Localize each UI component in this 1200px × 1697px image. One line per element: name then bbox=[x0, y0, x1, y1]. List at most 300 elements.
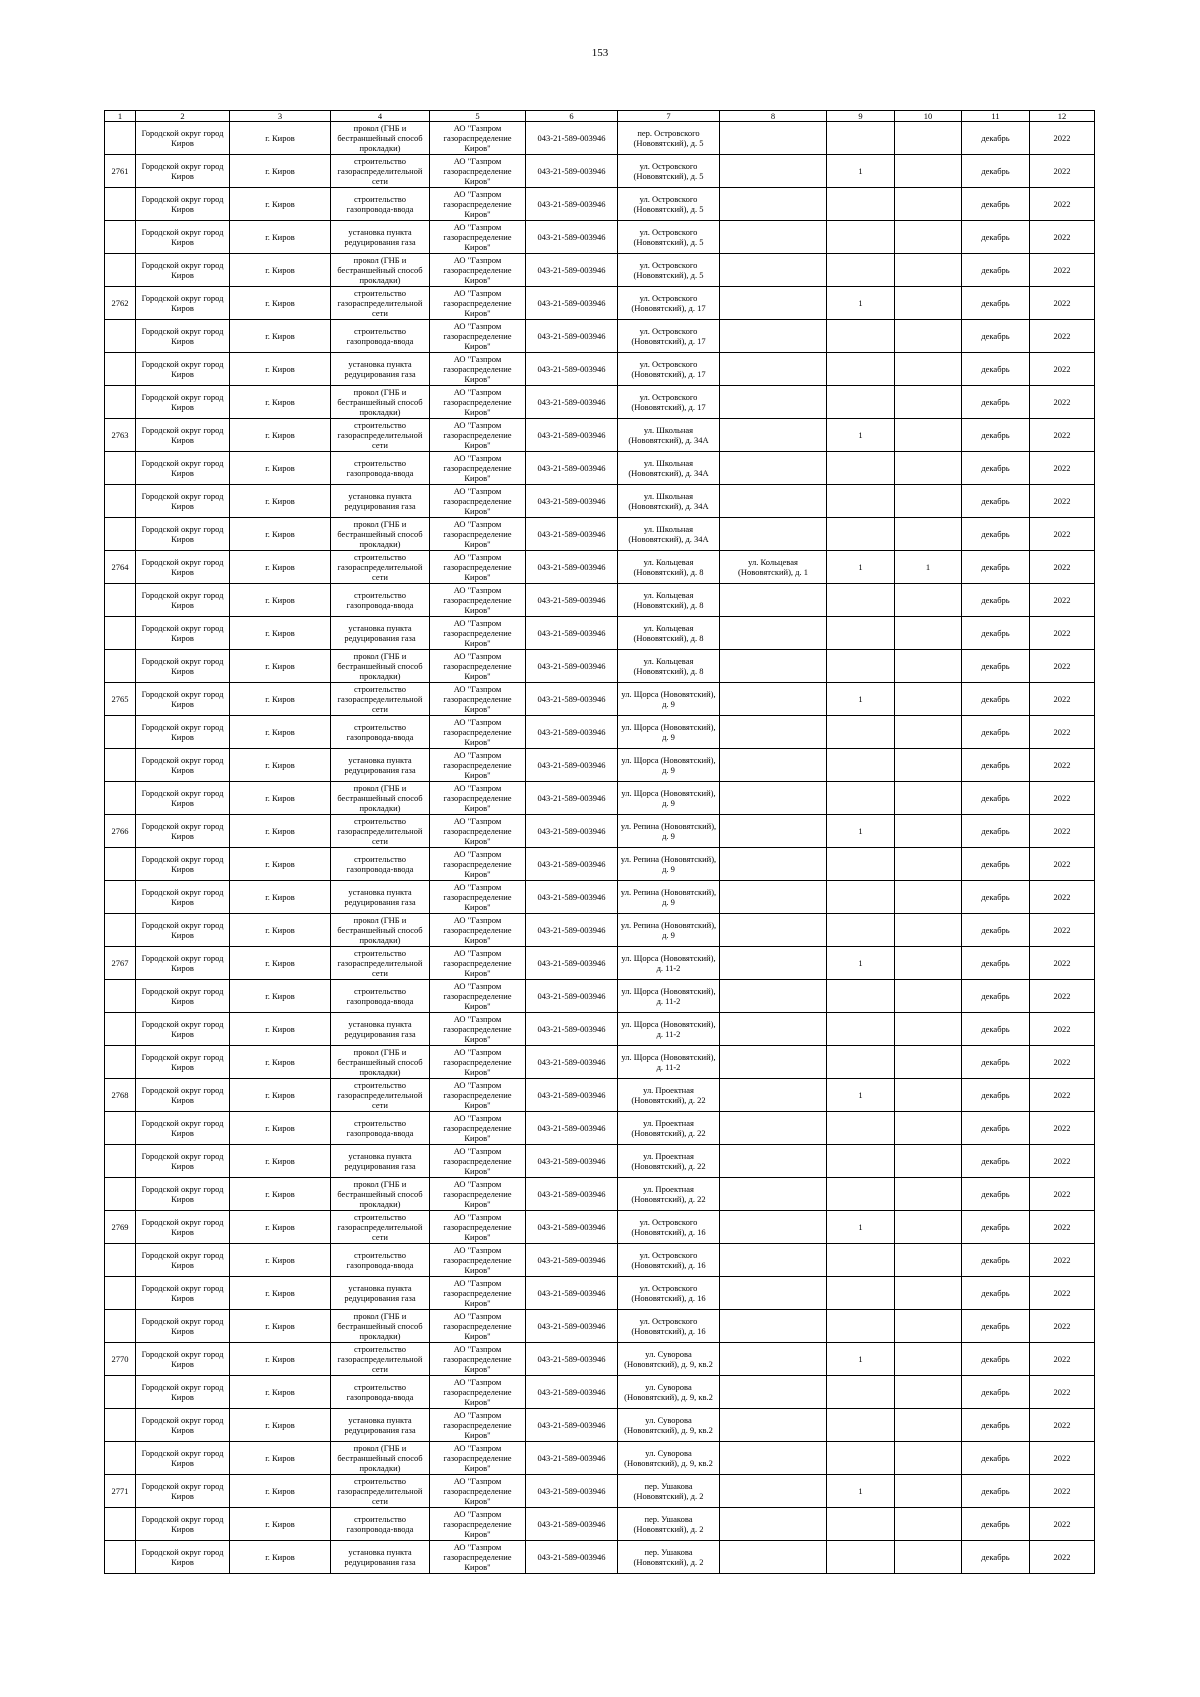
locality-cell-text: г. Киров bbox=[265, 1321, 295, 1331]
work-type-cell-text: установка пункта редуцирования газа bbox=[344, 359, 416, 379]
month-cell bbox=[962, 650, 1030, 683]
organization-cell-text: АО "Газпром газораспределение Киров" bbox=[443, 321, 512, 351]
month-cell-text: декабрь bbox=[981, 1354, 1010, 1364]
municipality-cell-text: Городской округ город Киров bbox=[141, 656, 224, 676]
locality-cell-text: г. Киров bbox=[265, 166, 295, 176]
col10-cell bbox=[895, 947, 962, 980]
organization-cell bbox=[430, 1145, 526, 1178]
year-cell bbox=[1030, 518, 1095, 551]
address-cell-text: пер. Ушакова (Нововятский), д. 2 bbox=[633, 1547, 704, 1567]
col9-cell bbox=[827, 1046, 895, 1079]
col9-cell bbox=[827, 287, 895, 320]
organization-cell-text: АО "Газпром газораспределение Киров" bbox=[443, 1014, 512, 1044]
work-type-cell-text: установка пункта редуцирования газа bbox=[344, 227, 416, 247]
year-cell bbox=[1030, 122, 1095, 155]
column-number: 8 bbox=[720, 111, 827, 122]
work-type-cell bbox=[331, 1409, 430, 1442]
locality-cell bbox=[230, 518, 331, 551]
organization-cell-text: АО "Газпром газораспределение Киров" bbox=[443, 1542, 512, 1572]
row-number bbox=[105, 1178, 136, 1211]
year-cell-text: 2022 bbox=[1053, 1024, 1071, 1034]
work-type-cell bbox=[331, 1541, 430, 1574]
year-cell-text: 2022 bbox=[1053, 793, 1071, 803]
table-row bbox=[105, 1541, 1095, 1574]
address-cell bbox=[618, 1343, 720, 1376]
address-2-cell bbox=[720, 749, 827, 782]
address-cell bbox=[618, 254, 720, 287]
organization-cell bbox=[430, 716, 526, 749]
organization-cell bbox=[430, 848, 526, 881]
col10-cell bbox=[895, 122, 962, 155]
reg-number-cell bbox=[526, 1442, 618, 1475]
locality-cell-text: г. Киров bbox=[265, 595, 295, 605]
year-cell-text: 2022 bbox=[1053, 562, 1071, 572]
reg-number-cell bbox=[526, 650, 618, 683]
address-cell-text: ул. Суворова (Нововятский), д. 9, кв.2 bbox=[624, 1415, 713, 1435]
address-2-cell bbox=[720, 1244, 827, 1277]
table-row bbox=[105, 947, 1095, 980]
organization-cell bbox=[430, 1244, 526, 1277]
organization-cell bbox=[430, 320, 526, 353]
address-cell bbox=[618, 1046, 720, 1079]
municipality-cell-text: Городской округ город Киров bbox=[141, 722, 224, 742]
locality-cell-text: г. Киров bbox=[265, 1189, 295, 1199]
work-type-cell-text: строительство газораспределительной сети bbox=[337, 684, 423, 714]
organization-cell bbox=[430, 914, 526, 947]
municipality-cell-text: Городской округ город Киров bbox=[141, 920, 224, 940]
work-type-cell-text: строительство газопровода-ввода bbox=[346, 458, 414, 478]
work-type-cell bbox=[331, 815, 430, 848]
address-2-cell bbox=[720, 1145, 827, 1178]
address-2-cell bbox=[720, 683, 827, 716]
organization-cell bbox=[430, 287, 526, 320]
municipality-cell bbox=[136, 452, 230, 485]
municipality-cell bbox=[136, 386, 230, 419]
locality-cell-text: г. Киров bbox=[265, 1222, 295, 1232]
col10-cell bbox=[895, 650, 962, 683]
reg-number-cell-text: 043-21-589-003946 bbox=[537, 1222, 606, 1232]
municipality-cell bbox=[136, 1409, 230, 1442]
row-number bbox=[105, 1145, 136, 1178]
address-cell bbox=[618, 1211, 720, 1244]
year-cell bbox=[1030, 1277, 1095, 1310]
year-cell-text: 2022 bbox=[1053, 1255, 1071, 1265]
col9-cell bbox=[827, 1541, 895, 1574]
organization-cell-text: АО "Газпром газораспределение Киров" bbox=[443, 1278, 512, 1308]
year-cell bbox=[1030, 1409, 1095, 1442]
month-cell bbox=[962, 914, 1030, 947]
work-type-cell-text: строительство газораспределительной сети bbox=[337, 552, 423, 582]
reg-number-cell bbox=[526, 815, 618, 848]
year-cell-text: 2022 bbox=[1053, 1387, 1071, 1397]
reg-number-cell bbox=[526, 1046, 618, 1079]
work-type-cell bbox=[331, 221, 430, 254]
organization-cell bbox=[430, 122, 526, 155]
organization-cell-text: АО "Газпром газораспределение Киров" bbox=[443, 1245, 512, 1275]
row-number bbox=[105, 1310, 136, 1343]
address-cell-text: ул. Островского (Нововятский), д. 5 bbox=[633, 260, 704, 280]
row-number-text: 2764 bbox=[111, 562, 129, 572]
year-cell bbox=[1030, 650, 1095, 683]
organization-cell bbox=[430, 1310, 526, 1343]
year-cell bbox=[1030, 617, 1095, 650]
municipality-cell-text: Городской округ город Киров bbox=[141, 1250, 224, 1270]
work-type-cell bbox=[331, 1112, 430, 1145]
month-cell-text: декабрь bbox=[981, 1123, 1010, 1133]
year-cell-text: 2022 bbox=[1053, 529, 1071, 539]
work-type-cell-text: строительство газопровода-ввода bbox=[346, 1250, 414, 1270]
organization-cell bbox=[430, 419, 526, 452]
organization-cell bbox=[430, 1046, 526, 1079]
locality-cell bbox=[230, 452, 331, 485]
address-2-cell bbox=[720, 980, 827, 1013]
table-row bbox=[105, 551, 1095, 584]
address-cell bbox=[618, 518, 720, 551]
reg-number-cell-text: 043-21-589-003946 bbox=[537, 1420, 606, 1430]
col9-cell bbox=[827, 254, 895, 287]
row-number bbox=[105, 386, 136, 419]
address-cell bbox=[618, 419, 720, 452]
locality-cell-text: г. Киров bbox=[265, 760, 295, 770]
locality-cell bbox=[230, 1145, 331, 1178]
work-type-cell-text: прокол (ГНБ и бестраншейный способ прокладки) bbox=[337, 1179, 423, 1209]
year-cell bbox=[1030, 1013, 1095, 1046]
table-row bbox=[105, 1442, 1095, 1475]
locality-cell bbox=[230, 1244, 331, 1277]
col10-cell bbox=[895, 221, 962, 254]
col10-cell bbox=[895, 1277, 962, 1310]
address-cell bbox=[618, 122, 720, 155]
municipality-cell bbox=[136, 782, 230, 815]
year-cell bbox=[1030, 782, 1095, 815]
address-cell-text: ул. Кольцевая (Нововятский), д. 8 bbox=[633, 623, 704, 643]
locality-cell-text: г. Киров bbox=[265, 793, 295, 803]
reg-number-cell bbox=[526, 1376, 618, 1409]
organization-cell bbox=[430, 518, 526, 551]
organization-cell-text: АО "Газпром газораспределение Киров" bbox=[443, 1113, 512, 1143]
locality-cell-text: г. Киров bbox=[265, 1057, 295, 1067]
month-cell-text: декабрь bbox=[981, 628, 1010, 638]
municipality-cell bbox=[136, 1145, 230, 1178]
organization-cell bbox=[430, 881, 526, 914]
locality-cell bbox=[230, 485, 331, 518]
locality-cell bbox=[230, 617, 331, 650]
locality-cell-text: г. Киров bbox=[265, 925, 295, 935]
municipality-cell-text: Городской округ город Киров bbox=[141, 557, 224, 577]
col10-cell bbox=[895, 485, 962, 518]
address-2-cell bbox=[720, 1409, 827, 1442]
column-number: 5 bbox=[430, 111, 526, 122]
address-2-cell bbox=[720, 188, 827, 221]
reg-number-cell bbox=[526, 1409, 618, 1442]
address-cell-text: ул. Островского (Нововятский), д. 17 bbox=[631, 326, 706, 346]
municipality-cell bbox=[136, 815, 230, 848]
address-cell-text: ул. Проектная (Нововятский), д. 22 bbox=[631, 1151, 706, 1171]
year-cell-text: 2022 bbox=[1053, 958, 1071, 968]
locality-cell bbox=[230, 1541, 331, 1574]
municipality-cell-text: Городской округ город Киров bbox=[141, 1349, 224, 1369]
objects-table bbox=[104, 110, 1095, 1574]
locality-cell bbox=[230, 551, 331, 584]
locality-cell bbox=[230, 1508, 331, 1541]
address-cell bbox=[618, 848, 720, 881]
month-cell-text: декабрь bbox=[981, 760, 1010, 770]
year-cell bbox=[1030, 221, 1095, 254]
address-2-cell bbox=[720, 1178, 827, 1211]
municipality-cell bbox=[136, 1244, 230, 1277]
work-type-cell-text: прокол (ГНБ и бестраншейный способ прокладки) bbox=[337, 783, 423, 813]
address-cell bbox=[618, 1376, 720, 1409]
address-cell bbox=[618, 188, 720, 221]
month-cell bbox=[962, 386, 1030, 419]
month-cell-text: декабрь bbox=[981, 1090, 1010, 1100]
work-type-cell bbox=[331, 122, 430, 155]
work-type-cell-text: установка пункта редуцирования газа bbox=[344, 491, 416, 511]
work-type-cell bbox=[331, 1508, 430, 1541]
municipality-cell-text: Городской округ город Киров bbox=[141, 194, 224, 214]
year-cell-text: 2022 bbox=[1053, 1222, 1071, 1232]
work-type-cell bbox=[331, 617, 430, 650]
month-cell-text: декабрь bbox=[981, 1486, 1010, 1496]
organization-cell bbox=[430, 1211, 526, 1244]
municipality-cell-text: Городской округ город Киров bbox=[141, 1481, 224, 1501]
month-cell bbox=[962, 881, 1030, 914]
address-cell bbox=[618, 1409, 720, 1442]
municipality-cell-text: Городской округ город Киров bbox=[141, 623, 224, 643]
row-number bbox=[105, 1277, 136, 1310]
address-2-cell bbox=[720, 1508, 827, 1541]
organization-cell bbox=[430, 1013, 526, 1046]
row-number bbox=[105, 650, 136, 683]
work-type-cell-text: прокол (ГНБ и бестраншейный способ прокладки) bbox=[337, 1443, 423, 1473]
work-type-cell-text: строительство газопровода-ввода bbox=[346, 854, 414, 874]
row-number bbox=[105, 947, 136, 980]
work-type-cell-text: прокол (ГНБ и бестраншейный способ прокладки) bbox=[337, 519, 423, 549]
table-row bbox=[105, 386, 1095, 419]
table-row bbox=[105, 1145, 1095, 1178]
reg-number-cell bbox=[526, 584, 618, 617]
reg-number-cell bbox=[526, 881, 618, 914]
organization-cell bbox=[430, 1343, 526, 1376]
year-cell bbox=[1030, 1541, 1095, 1574]
address-cell-text: пер. Островского (Нововятский), д. 5 bbox=[633, 128, 704, 148]
municipality-cell-text: Городской округ город Киров bbox=[141, 326, 224, 346]
year-cell-text: 2022 bbox=[1053, 1090, 1071, 1100]
municipality-cell bbox=[136, 947, 230, 980]
reg-number-cell bbox=[526, 1475, 618, 1508]
col10-cell bbox=[895, 881, 962, 914]
locality-cell-text: г. Киров bbox=[265, 529, 295, 539]
organization-cell-text: АО "Газпром газораспределение Киров" bbox=[443, 156, 512, 186]
col9-cell bbox=[827, 782, 895, 815]
year-cell bbox=[1030, 485, 1095, 518]
table-row bbox=[105, 188, 1095, 221]
address-cell-text: ул. Островского (Нововятский), д. 17 bbox=[631, 359, 706, 379]
reg-number-cell bbox=[526, 1310, 618, 1343]
month-cell-text: декабрь bbox=[981, 1387, 1010, 1397]
col9-cell bbox=[827, 947, 895, 980]
col9-cell bbox=[827, 1376, 895, 1409]
month-cell bbox=[962, 683, 1030, 716]
row-number bbox=[105, 122, 136, 155]
municipality-cell-text: Городской округ город Киров bbox=[141, 887, 224, 907]
year-cell bbox=[1030, 254, 1095, 287]
year-cell bbox=[1030, 947, 1095, 980]
row-number bbox=[105, 1211, 136, 1244]
organization-cell-text: АО "Газпром газораспределение Киров" bbox=[443, 552, 512, 582]
reg-number-cell-text: 043-21-589-003946 bbox=[537, 595, 606, 605]
municipality-cell-text: Городской округ город Киров bbox=[141, 1184, 224, 1204]
municipality-cell-text: Городской округ город Киров bbox=[141, 1217, 224, 1237]
column-number: 3 bbox=[230, 111, 331, 122]
year-cell-text: 2022 bbox=[1053, 331, 1071, 341]
address-2-cell bbox=[720, 254, 827, 287]
work-type-cell bbox=[331, 1244, 430, 1277]
municipality-cell bbox=[136, 353, 230, 386]
organization-cell bbox=[430, 749, 526, 782]
municipality-cell-text: Городской округ город Киров bbox=[141, 953, 224, 973]
year-cell bbox=[1030, 683, 1095, 716]
table-row bbox=[105, 881, 1095, 914]
municipality-cell bbox=[136, 584, 230, 617]
reg-number-cell bbox=[526, 485, 618, 518]
reg-number-cell bbox=[526, 188, 618, 221]
month-cell bbox=[962, 782, 1030, 815]
organization-cell-text: АО "Газпром газораспределение Киров" bbox=[443, 948, 512, 978]
address-2-cell bbox=[720, 1079, 827, 1112]
municipality-cell bbox=[136, 1046, 230, 1079]
month-cell-text: декабрь bbox=[981, 727, 1010, 737]
table-row bbox=[105, 683, 1095, 716]
table-row bbox=[105, 1310, 1095, 1343]
month-cell-text: декабрь bbox=[981, 1420, 1010, 1430]
reg-number-cell-text: 043-21-589-003946 bbox=[537, 430, 606, 440]
organization-cell bbox=[430, 782, 526, 815]
year-cell-text: 2022 bbox=[1053, 727, 1071, 737]
col10-cell bbox=[895, 254, 962, 287]
address-2-cell bbox=[720, 782, 827, 815]
row-number bbox=[105, 287, 136, 320]
locality-cell-text: г. Киров bbox=[265, 1453, 295, 1463]
organization-cell-text: АО "Газпром газораспределение Киров" bbox=[443, 519, 512, 549]
municipality-cell bbox=[136, 1508, 230, 1541]
col10-cell bbox=[895, 287, 962, 320]
address-cell bbox=[618, 287, 720, 320]
work-type-cell bbox=[331, 1211, 430, 1244]
municipality-cell-text: Городской округ город Киров bbox=[141, 1118, 224, 1138]
address-cell-text: ул. Проектная (Нововятский), д. 22 bbox=[631, 1184, 706, 1204]
address-2-cell bbox=[720, 1013, 827, 1046]
col9-cell-text: 1 bbox=[858, 958, 863, 968]
work-type-cell bbox=[331, 584, 430, 617]
organization-cell-text: АО "Газпром газораспределение Киров" bbox=[443, 1047, 512, 1077]
row-number bbox=[105, 1013, 136, 1046]
row-number bbox=[105, 617, 136, 650]
address-2-cell bbox=[720, 1211, 827, 1244]
col10-cell-text: 1 bbox=[925, 562, 931, 572]
work-type-cell bbox=[331, 386, 430, 419]
month-cell bbox=[962, 1310, 1030, 1343]
organization-cell-text: АО "Газпром газораспределение Киров" bbox=[443, 981, 512, 1011]
locality-cell-text: г. Киров bbox=[265, 430, 295, 440]
locality-cell bbox=[230, 254, 331, 287]
reg-number-cell bbox=[526, 683, 618, 716]
reg-number-cell-text: 043-21-589-003946 bbox=[537, 1123, 606, 1133]
col9-cell bbox=[827, 1178, 895, 1211]
organization-cell bbox=[430, 1541, 526, 1574]
address-cell bbox=[618, 617, 720, 650]
municipality-cell-text: Городской округ город Киров bbox=[141, 359, 224, 379]
locality-cell-text: г. Киров bbox=[265, 265, 295, 275]
month-cell bbox=[962, 452, 1030, 485]
year-cell-text: 2022 bbox=[1053, 595, 1071, 605]
locality-cell bbox=[230, 782, 331, 815]
locality-cell bbox=[230, 881, 331, 914]
row-number bbox=[105, 782, 136, 815]
organization-cell bbox=[430, 617, 526, 650]
col9-cell bbox=[827, 584, 895, 617]
municipality-cell-text: Городской округ город Киров bbox=[141, 392, 224, 412]
organization-cell-text: АО "Газпром газораспределение Киров" bbox=[443, 255, 512, 285]
reg-number-cell-text: 043-21-589-003946 bbox=[537, 199, 606, 209]
row-number bbox=[105, 914, 136, 947]
work-type-cell bbox=[331, 980, 430, 1013]
address-cell-text: ул. Островского (Нововятский), д. 5 bbox=[633, 227, 704, 247]
year-cell-text: 2022 bbox=[1053, 694, 1071, 704]
address-2-cell bbox=[720, 881, 827, 914]
reg-number-cell bbox=[526, 452, 618, 485]
address-2-cell bbox=[720, 551, 827, 584]
organization-cell bbox=[430, 1475, 526, 1508]
reg-number-cell-text: 043-21-589-003946 bbox=[537, 1552, 606, 1562]
month-cell bbox=[962, 1013, 1030, 1046]
year-cell-text: 2022 bbox=[1053, 1057, 1071, 1067]
municipality-cell-text: Городской округ город Киров bbox=[141, 425, 224, 445]
reg-number-cell bbox=[526, 782, 618, 815]
work-type-cell-text: строительство газораспределительной сети bbox=[337, 288, 423, 318]
month-cell bbox=[962, 1475, 1030, 1508]
year-cell-text: 2022 bbox=[1053, 1519, 1071, 1529]
municipality-cell bbox=[136, 1376, 230, 1409]
locality-cell bbox=[230, 716, 331, 749]
year-cell-text: 2022 bbox=[1053, 991, 1071, 1001]
month-cell-text: декабрь bbox=[981, 991, 1010, 1001]
municipality-cell bbox=[136, 320, 230, 353]
work-type-cell-text: строительство газораспределительной сети bbox=[337, 1212, 423, 1242]
organization-cell-text: АО "Газпром газораспределение Киров" bbox=[443, 1146, 512, 1176]
address-2-cell bbox=[720, 1541, 827, 1574]
col9-cell bbox=[827, 1112, 895, 1145]
organization-cell-text: АО "Газпром газораспределение Киров" bbox=[443, 1311, 512, 1341]
address-2-cell bbox=[720, 485, 827, 518]
col10-cell bbox=[895, 683, 962, 716]
locality-cell bbox=[230, 584, 331, 617]
month-cell bbox=[962, 1343, 1030, 1376]
reg-number-cell-text: 043-21-589-003946 bbox=[537, 1354, 606, 1364]
address-cell bbox=[618, 815, 720, 848]
reg-number-cell bbox=[526, 1211, 618, 1244]
address-2-cell bbox=[720, 848, 827, 881]
month-cell bbox=[962, 188, 1030, 221]
col10-cell bbox=[895, 848, 962, 881]
year-cell-text: 2022 bbox=[1053, 1552, 1071, 1562]
year-cell bbox=[1030, 1343, 1095, 1376]
municipality-cell-text: Городской округ город Киров bbox=[141, 161, 224, 181]
reg-number-cell-text: 043-21-589-003946 bbox=[537, 463, 606, 473]
locality-cell bbox=[230, 221, 331, 254]
month-cell bbox=[962, 1079, 1030, 1112]
month-cell bbox=[962, 221, 1030, 254]
